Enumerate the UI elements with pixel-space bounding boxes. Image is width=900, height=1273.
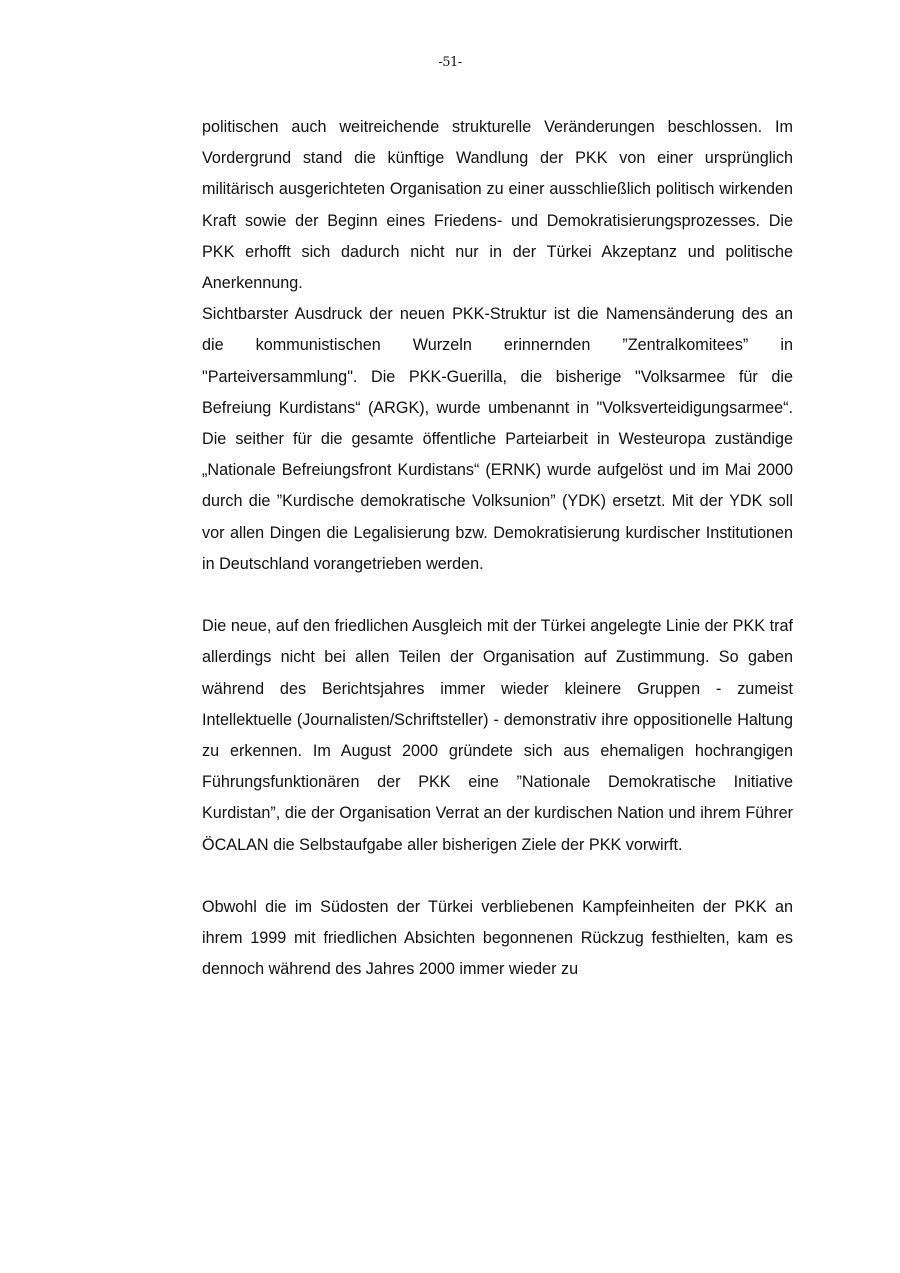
paragraph: Obwohl die im Südosten der Türkei verbliebenen Kampfeinheiten der PKK an ihrem 1999 mit friedlichen Absichten begonnenen Rückzug festhielten, kam es dennoch während des Jahres 2000 immer wieder zu bbox=[202, 898, 793, 979]
paragraph: politischen auch weitreichende strukturelle Veränderungen beschlossen. Im Vordergrund stand die künftige Wandlung der PKK von einer ursprünglich militärisch ausgerichteten Organisation zu einer ausschließlich politisch wirkenden Kraft sowie der Beginn eines Friedens- und Demokratisierungsprozesses. Die PKK erhofft sich dadurch nicht nur in der Türkei Akzeptanz und politische Anerkennung. bbox=[202, 118, 793, 293]
paragraph: Sichtbarster Ausdruck der neuen PKK-Struktur ist die Namensänderung des an die kommunistischen Wurzeln erinnernden ”Zentralkomitees” in "Parteiversammlung". Die PKK-Guerilla, die bisherige "Volksarmee für die Befreiung Kurdistans“ (ARGK), wurde umbenannt in "Volksverteidigungsarmee“. Die seither für die gesamte öffentliche Parteiarbeit in Westeuropa zuständige „Nationale Befreiungsfront Kurdistans“ (ERNK) wurde aufgelöst und im Mai 2000 durch die ”Kurdische demokratische Volksunion” (YDK) ersetzt. Mit der YDK soll vor allen Dingen die Legalisierung bzw. Demokratisierung kurdischer Institutionen in Deutschland vorangetrieben werden. bbox=[202, 305, 793, 573]
page-number: -51- bbox=[438, 55, 462, 70]
paragraph: Die neue, auf den friedlichen Ausgleich mit der Türkei angelegte Linie der PKK traf allerdings nicht bei allen Teilen der Organisation auf Zustimmung. So gaben während des Berichtsjahres immer wieder kleinere Gruppen - zumeist Intellektuelle (Journalisten/Schriftsteller) - demonstrativ ihre oppositionelle Haltung zu erkennen. Im August 2000 gründete sich aus ehemaligen hochrangigen Führungsfunktionären der PKK eine ”Nationale Demokratische Initiative Kurdistan”, die der Organisation Verrat an der kurdischen Nation und ihrem Führer ÖCALAN die Selbstaufgabe aller bisherigen Ziele der PKK vorwirft. bbox=[202, 617, 793, 854]
document-body bbox=[202, 112, 793, 986]
